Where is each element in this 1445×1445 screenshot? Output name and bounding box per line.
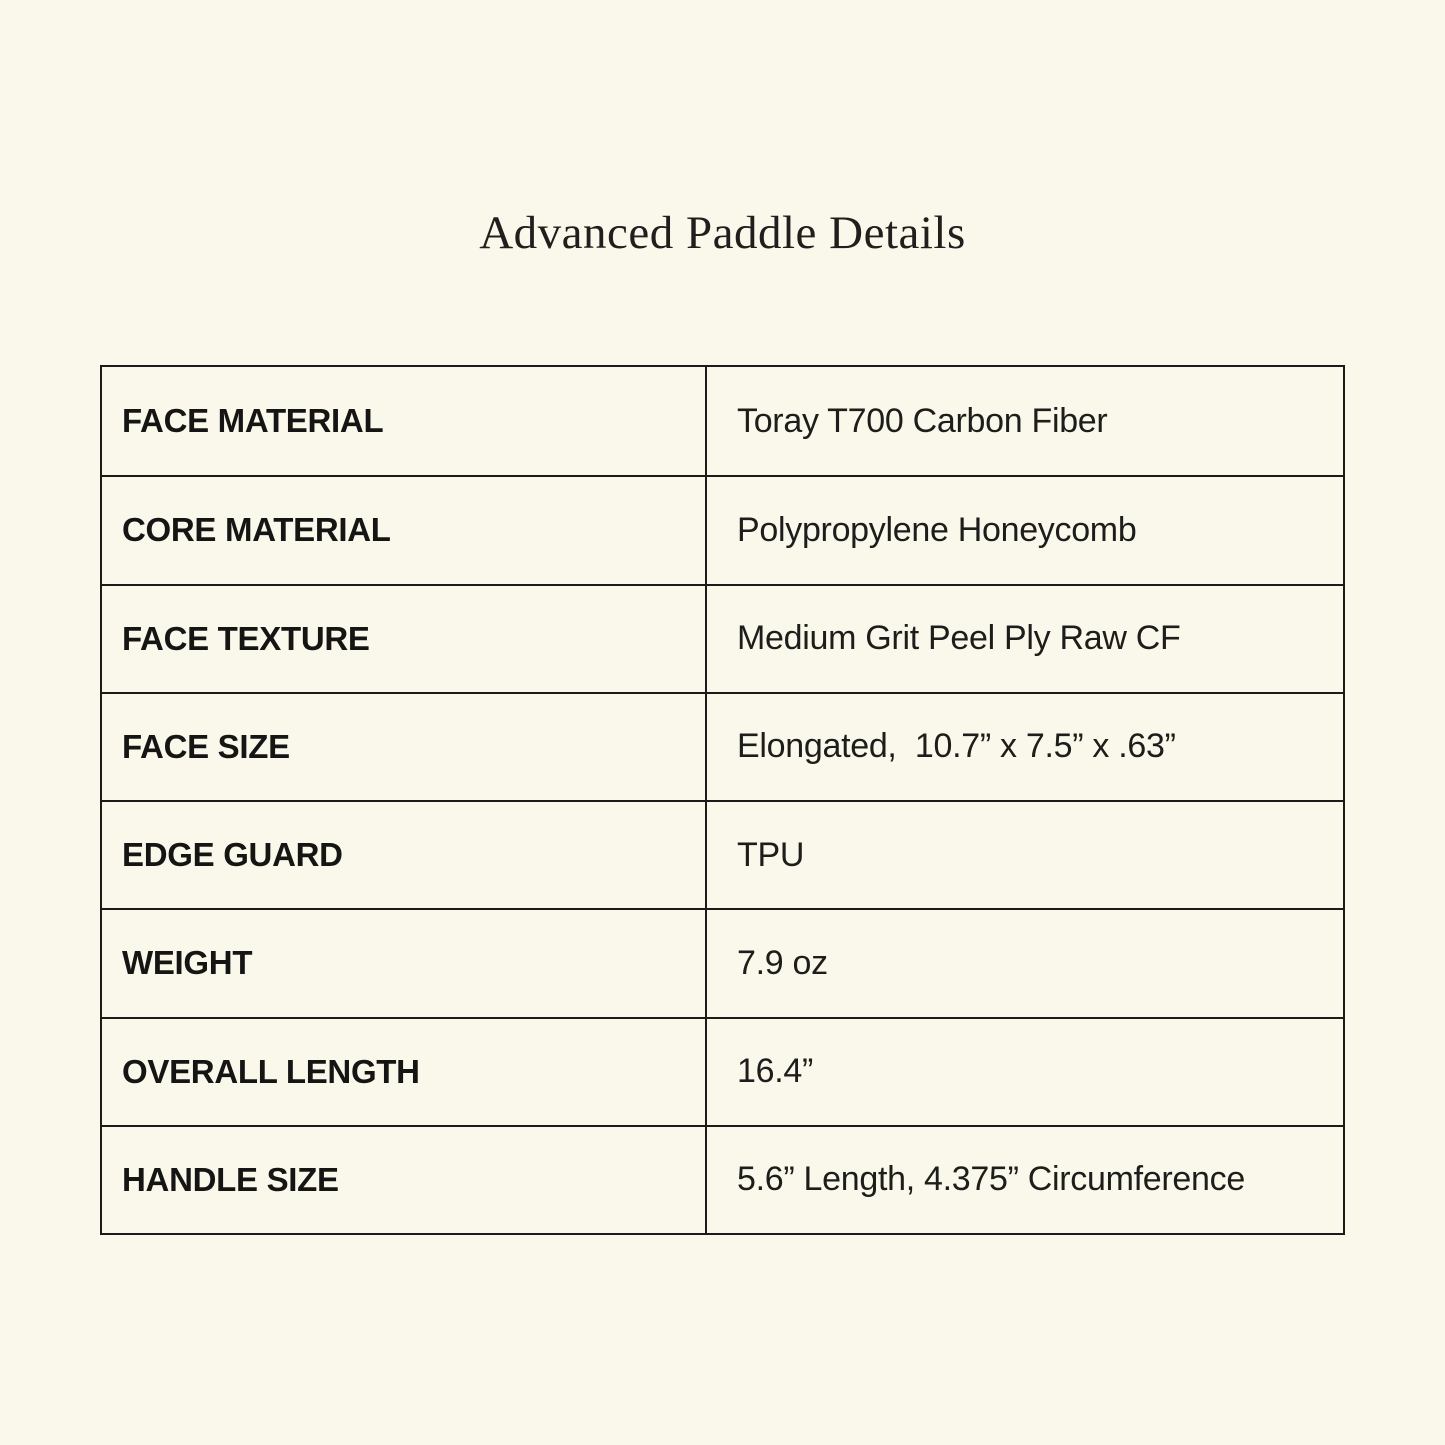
spec-label-cell: FACE MATERIAL <box>102 367 707 475</box>
spec-value-cell: Medium Grit Peel Ply Raw CF <box>737 619 1181 658</box>
spec-label-cell: WEIGHT <box>102 910 707 1016</box>
spec-table <box>100 365 1345 1235</box>
spec-row <box>102 692 1343 800</box>
spec-row <box>102 908 1343 1016</box>
spec-label-cell: FACE SIZE <box>102 694 707 800</box>
spec-value-cell: TPU <box>737 835 805 874</box>
spec-value-cell: Elongated, 10.7” x 7.5” x .63” <box>737 727 1176 766</box>
spec-value-cell: 16.4” <box>737 1052 813 1091</box>
spec-value-cell: Toray T700 Carbon Fiber <box>737 401 1108 440</box>
spec-row <box>102 800 1343 908</box>
spec-value-cell: 7.9 oz <box>737 943 828 982</box>
spec-value-cell: Polypropylene Honeycomb <box>737 510 1137 549</box>
spec-row <box>102 1017 1343 1125</box>
spec-row <box>102 367 1343 475</box>
spec-label-cell: CORE MATERIAL <box>102 477 707 583</box>
spec-label-cell: EDGE GUARD <box>102 802 707 908</box>
page-title: Advanced Paddle Details <box>479 207 966 259</box>
spec-row <box>102 475 1343 583</box>
spec-row <box>102 1125 1343 1233</box>
spec-row <box>102 584 1343 692</box>
spec-label-cell: FACE TEXTURE <box>102 586 707 692</box>
spec-label-cell: OVERALL LENGTH <box>102 1019 707 1125</box>
spec-label-cell: HANDLE SIZE <box>102 1127 707 1233</box>
spec-value-cell: 5.6” Length, 4.375” Circumference <box>737 1160 1245 1199</box>
